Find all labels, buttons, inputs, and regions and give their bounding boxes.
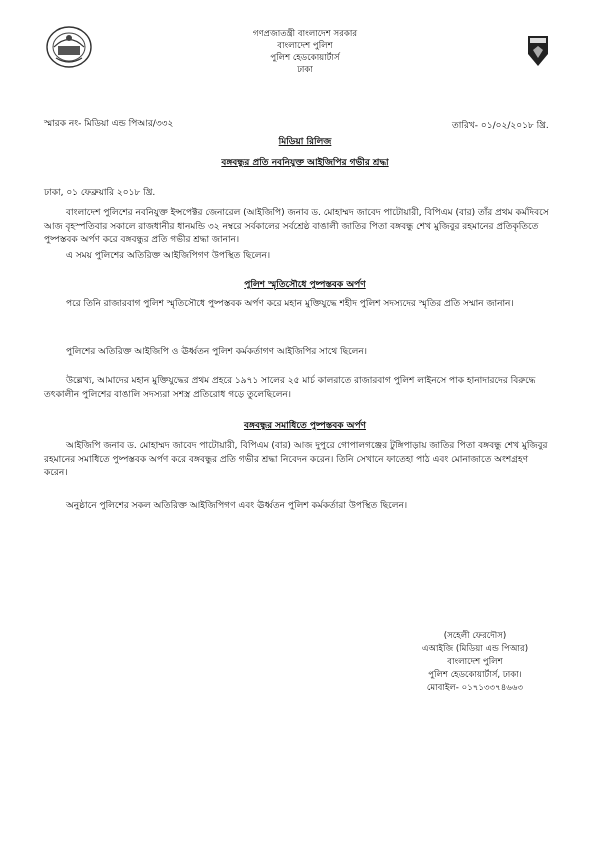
dateline: ঢাকা, ০১ ফেব্রুয়ারি ২০১৮ খ্রি. <box>44 188 156 198</box>
police-emblem <box>526 34 550 68</box>
header-line-govt: গণপ্রজাতন্ত্রী বাংলাদেশ সরকার <box>252 29 358 39</box>
release-headline: বঙ্গবন্ধুর প্রতি নবনিযুক্ত আইজিপির গভীর শ্রদ্ধা <box>221 158 389 168</box>
header-block <box>180 28 430 76</box>
paragraph-2: এ সময় পুলিশের অতিরিক্ত আইজিপিগণ উপস্থিত ছিলেন। <box>66 251 271 261</box>
government-emblem <box>44 24 94 70</box>
paragraph-1: বাংলাদেশ পুলিশের নবনিযুক্ত ইন্সপেক্টর জেনারেল (আইজিপি) জনাব ড. মোহাম্মদ জাবেদ পাটোয়ারী, বিপিএম (বার) তাঁর প্রথম কর্মদিবসে আজ বৃহস্পতিবার সকালে রাজধানীর ধানমন্ডি ৩২ নম্বরে সর্বকালের সর্বশ্রেষ্ঠ বাঙালী জাতির পিতা বঙ্গবন্ধু শেখ মুজিবুর রহমানের প্রতিকৃতিতে পুষ্পস্তবক অর্পণ করে বঙ্গবন্ধুর প্রতি গভীর শ্রদ্ধা জানান। <box>44 208 549 246</box>
section-heading-mausoleum: বঙ্গবন্ধুর সমাধিতে পুষ্পস্তবক অর্পণ <box>243 421 367 431</box>
paragraph-7: অনুষ্ঠানে পুলিশের সকল অতিরিক্ত আইজিপিগণ এবং ঊর্ধ্বতন পুলিশ কর্মকর্তারা উপস্থিত ছিলেন। <box>66 501 408 511</box>
paragraph-3: পরে তিনি রাজারবাগ পুলিশ স্মৃতিসৌধে পুষ্পস্তবক অর্পণ করে মহান মুক্তিযুদ্ধে শহীদ পুলিশ সদস্যদের স্মৃতির প্রতি সম্মান জানান। <box>66 299 514 309</box>
memo-reference: স্মারক নং- মিডিয়া এন্ড পিআর/৩৩২ <box>44 119 174 129</box>
paragraph-5: উল্লেখ্য, আমাদের মহান মুক্তিযুদ্ধের প্রথম প্রহরে ১৯৭১ সালের ২৫ মার্চ কালরাতে রাজারবাগ পুলিশ লাইনসে পাক হানাদারদের বিরুদ্ধে তৎকালীন পুলিশের বাঙালি সদস্যরা সশস্ত্র প্রতিরোধ গড়ে তুলেছিলেন। <box>44 376 536 400</box>
paragraph-6: আইজিপি জনাব ড. মোহাম্মদ জাবেদ পাটোয়ারী, বিপিএম (বার) আজ দুপুরে গোপালগঞ্জের টুঙ্গিপাড়ায় জাতির পিতা বঙ্গবন্ধু শেখ মুজিবুর রহমানের সমাধিতে পুষ্পস্তবক অর্পণ করে বঙ্গবন্ধুর প্রতি গভীর শ্রদ্ধা নিবেদন করেন। তিনি সেখানে ফাতেহা পাঠ এবং মোনাজাতে অংশগ্রহণ করেন। <box>44 441 548 479</box>
header-line-police: বাংলাদেশ পুলিশ <box>277 41 333 51</box>
section-heading-memorial: পুলিশ স্মৃতিসৌধে পুষ্পস্তবক অর্পণ <box>244 280 366 290</box>
signatory-designation: এআইজি (মিডিয়া এন্ড পিআর) <box>421 644 529 654</box>
signature-block <box>400 630 550 695</box>
header-line-city: ঢাকা <box>297 65 313 75</box>
signatory-office: পুলিশ হেডকোয়ার্টার্স, ঢাকা। <box>428 670 522 680</box>
header-line-hq: পুলিশ হেডকোয়ার্টার্স <box>270 53 340 63</box>
memo-date: তারিখ- ০১/০২/২০১৮ খ্রি. <box>452 121 549 131</box>
signatory-name: (সহেলী ফেরদৌস) <box>443 631 507 641</box>
release-type: মিডিয়া রিলিজ <box>278 137 332 147</box>
signatory-organization: বাংলাদেশ পুলিশ <box>447 657 503 667</box>
paragraph-4: পুলিশের অতিরিক্ত আইজিপি ও ঊর্ধ্বতন পুলিশ কর্মকর্তাগণ আইজিপির সাথে ছিলেন। <box>66 347 367 357</box>
signatory-mobile: মোবাইল- ০১৭১৩৩৭৪৬৬৩ <box>426 683 524 693</box>
